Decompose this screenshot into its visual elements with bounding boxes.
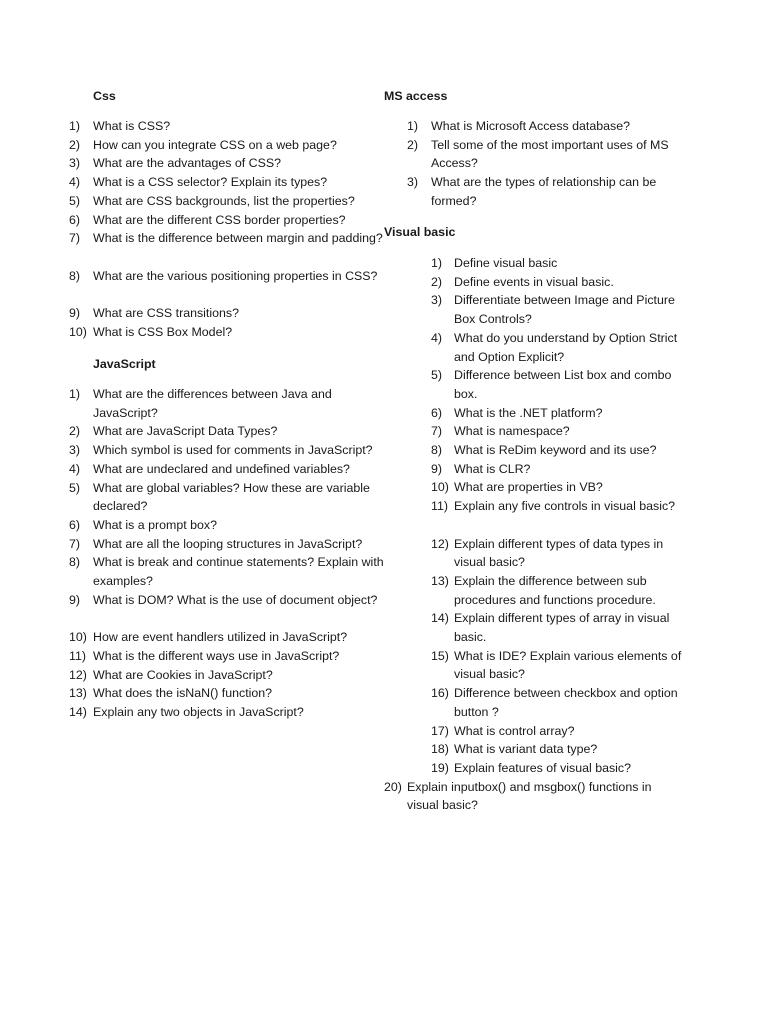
- question-number: 7): [431, 424, 443, 439]
- question-text: What are the differences between Java and JavaScript?: [93, 387, 332, 420]
- question-item: [69, 136, 379, 155]
- question-text: What is the difference between margin and padding?: [93, 231, 383, 246]
- question-number: 14): [431, 611, 449, 626]
- question-item: [69, 385, 389, 422]
- question-text: How are event handlers utilized in JavaScript?: [93, 630, 348, 645]
- question-item: [384, 684, 684, 721]
- question-number: 1): [407, 119, 419, 133]
- question-item: [69, 211, 379, 230]
- question-number: 3): [431, 293, 443, 308]
- question-text: What is ReDim keyword and its use?: [454, 443, 657, 457]
- question-number: 10): [69, 324, 87, 339]
- question-item: [69, 535, 389, 554]
- question-item: [384, 478, 684, 497]
- question-number: 14): [69, 704, 87, 719]
- question-text: Which symbol is used for comments in JavaScript?: [93, 443, 373, 458]
- question-item: [69, 323, 379, 342]
- question-item: [69, 479, 389, 516]
- question-item: [69, 553, 389, 590]
- question-number: 1): [69, 119, 81, 133]
- question-text: Explain inputbox() and msgbox() functions in visual basic?: [407, 779, 652, 813]
- question-number: 2): [431, 274, 443, 289]
- question-item: [69, 591, 389, 628]
- question-text: Difference between List box and combo box.: [454, 368, 672, 401]
- ms-access-heading: MS access: [384, 89, 448, 103]
- question-text: What is control array?: [454, 723, 575, 738]
- question-text: What is IDE? Explain various elements of visual basic?: [454, 648, 682, 682]
- question-number: 7): [69, 231, 81, 246]
- question-text: What is variant data type?: [454, 742, 598, 757]
- javascript-heading: JavaScript: [93, 357, 156, 371]
- question-number: 7): [69, 536, 81, 551]
- question-number: 11): [69, 648, 86, 663]
- question-number: 5): [431, 368, 443, 383]
- question-number: 4): [69, 461, 81, 476]
- question-text: Tell some of the most important uses of MS Access?: [431, 137, 669, 171]
- question-text: What is Microsoft Access database?: [431, 119, 631, 133]
- question-number: 6): [69, 212, 81, 227]
- question-text: What are properties in VB?: [454, 480, 603, 495]
- question-number: 5): [69, 193, 81, 208]
- question-number: 13): [69, 686, 87, 701]
- question-item: [384, 273, 684, 292]
- question-item: [384, 647, 684, 684]
- question-text: What are CSS transitions?: [93, 306, 239, 320]
- question-text: Explain different types of data types in visual basic?: [454, 536, 664, 570]
- question-item: [69, 117, 379, 136]
- question-item: [384, 422, 684, 441]
- visual-basic-heading: Visual basic: [384, 225, 456, 239]
- question-text: What is the different ways use in JavaScript?: [93, 648, 340, 663]
- question-number: 3): [69, 443, 81, 458]
- question-item: [69, 460, 389, 479]
- question-number: 18): [431, 742, 449, 757]
- question-number: 16): [431, 686, 449, 701]
- question-item: [69, 666, 389, 685]
- question-text: Difference between checkbox and option button ?: [454, 686, 678, 719]
- question-text: How can you integrate CSS on a web page?: [93, 137, 337, 152]
- question-number: 4): [69, 175, 81, 190]
- question-item: [407, 136, 687, 173]
- question-text: What are the advantages of CSS?: [93, 156, 282, 171]
- question-number: 3): [69, 156, 81, 171]
- question-number: 19): [431, 760, 449, 775]
- question-text: Differentiate between Image and Picture Box Controls?: [454, 293, 675, 327]
- question-text: Define events in visual basic.: [454, 274, 614, 289]
- question-item: [384, 759, 684, 778]
- question-item: [384, 778, 684, 815]
- question-item: [69, 647, 389, 666]
- question-text: What is namespace?: [454, 424, 570, 439]
- question-text: What is CLR?: [454, 461, 531, 476]
- question-item: [69, 154, 379, 173]
- question-number: 12): [431, 536, 449, 551]
- question-text: What is CSS Box Model?: [93, 324, 233, 339]
- question-item: [69, 229, 383, 266]
- question-item: [384, 460, 684, 479]
- question-text: What is break and continue statements? Explain with examples?: [93, 555, 384, 588]
- question-number: 12): [69, 667, 87, 682]
- question-number: 3): [407, 175, 419, 190]
- question-number: 2): [407, 137, 419, 152]
- question-text: Explain the difference between sub procedures and functions procedure.: [454, 573, 656, 607]
- question-item: [69, 703, 389, 722]
- question-item: [384, 535, 684, 572]
- question-number: 11): [431, 499, 448, 514]
- question-text: What are all the looping structures in JavaScript?: [93, 536, 363, 551]
- question-item: [384, 254, 684, 273]
- question-text: Explain different types of array in visual basic.: [454, 611, 670, 644]
- question-text: What are JavaScript Data Types?: [93, 424, 278, 439]
- question-number: 5): [69, 480, 81, 495]
- question-number: 10): [69, 630, 87, 645]
- question-text: What are Cookies in JavaScript?: [93, 667, 273, 682]
- question-text: What are the types of relationship can be formed?: [431, 175, 657, 208]
- question-item: [69, 173, 379, 192]
- question-text: Explain any five controls in visual basic?: [454, 499, 676, 514]
- question-item: [384, 609, 684, 646]
- question-number: 9): [69, 592, 81, 607]
- question-item: [384, 366, 684, 403]
- question-item: [384, 572, 684, 609]
- question-number: 17): [431, 723, 449, 738]
- question-item: [69, 192, 379, 211]
- question-number: 6): [69, 517, 81, 532]
- question-text: What is DOM? What is the use of document object?: [93, 592, 378, 607]
- question-item: [69, 267, 379, 304]
- question-text: Explain features of visual basic?: [454, 760, 632, 775]
- question-text: What is CSS?: [93, 119, 171, 133]
- question-number: 2): [69, 137, 81, 152]
- question-text: What are the different CSS border properties?: [93, 212, 346, 227]
- question-item: [384, 329, 684, 366]
- question-text: What are undeclared and undefined variables?: [93, 461, 350, 476]
- question-item: [384, 291, 684, 328]
- question-number: 4): [431, 330, 443, 345]
- question-number: 9): [431, 461, 443, 476]
- question-number: 1): [69, 387, 81, 401]
- question-item: [69, 684, 389, 703]
- question-item: [384, 404, 684, 423]
- question-item: [69, 441, 389, 460]
- question-number: 10): [431, 480, 449, 495]
- question-number: 8): [431, 443, 443, 457]
- question-item: [384, 441, 684, 460]
- question-item: [69, 304, 379, 323]
- question-item: [69, 516, 389, 535]
- question-item: [384, 740, 684, 759]
- question-number: 13): [431, 573, 449, 588]
- question-text: What are CSS backgrounds, list the properties?: [93, 193, 355, 208]
- question-text: What do you understand by Option Strict and Option Explicit?: [454, 330, 678, 364]
- question-item: [407, 173, 687, 210]
- question-number: 15): [431, 648, 449, 663]
- question-number: 6): [431, 405, 443, 420]
- question-item: [384, 497, 684, 534]
- question-number: 8): [69, 268, 81, 283]
- question-number: 20): [384, 779, 402, 794]
- question-text: Define visual basic: [454, 256, 558, 270]
- question-item: [69, 628, 389, 647]
- question-item: [407, 117, 687, 136]
- question-number: 8): [69, 555, 81, 570]
- question-text: What is a prompt box?: [93, 517, 217, 532]
- question-text: Explain any two objects in JavaScript?: [93, 704, 304, 719]
- question-text: What is the .NET platform?: [454, 405, 603, 420]
- question-number: 9): [69, 306, 81, 320]
- question-number: 1): [431, 256, 443, 270]
- question-item: [69, 422, 389, 441]
- question-text: What is a CSS selector? Explain its types?: [93, 175, 328, 190]
- question-item: [384, 722, 684, 741]
- question-number: 2): [69, 424, 81, 439]
- css-heading: Css: [93, 89, 116, 103]
- question-text: What are global variables? How these are variable declared?: [93, 480, 370, 514]
- question-text: What does the isNaN() function?: [93, 686, 273, 701]
- question-text: What are the various positioning properties in CSS?: [93, 268, 378, 283]
